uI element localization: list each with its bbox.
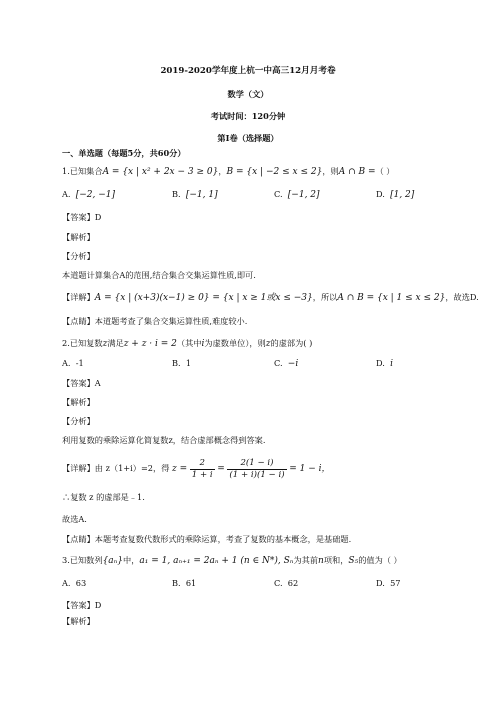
q3-option-b bbox=[172, 578, 196, 589]
q2-fraction-2-den: (1 + i)(1 − i) bbox=[229, 469, 285, 480]
q2-option-d-value: i bbox=[390, 359, 393, 369]
q2-option-d-label: D. bbox=[376, 358, 385, 368]
q1-fenxi-text: 本道题计算集合A的范围,结合集合交集运算性质,即可. bbox=[62, 270, 256, 280]
q2-paren1: （其中 bbox=[176, 338, 202, 348]
q2-therefore: ∴复数 z 的虚部是﹣1. bbox=[62, 492, 145, 502]
q2-stem-mid: 满足 bbox=[107, 338, 124, 348]
q3-s5: S₅ bbox=[348, 556, 359, 566]
q3-stem bbox=[62, 555, 402, 567]
q1-option-d-label: D. bbox=[376, 189, 385, 199]
q3-condition: a₁ = 1, aₙ₊₁ = 2aₙ + 1 (n ∈ N*), Sₙ bbox=[139, 556, 294, 566]
q2-detail bbox=[62, 456, 330, 482]
q3-option-d bbox=[376, 578, 401, 589]
q2-option-c-value: −i bbox=[287, 359, 299, 369]
q3-option-a bbox=[62, 578, 86, 589]
q1-option-c-label: C. bbox=[274, 189, 283, 199]
q2-option-a-label: A. bbox=[62, 358, 71, 368]
q2-option-b-label: B. bbox=[172, 358, 181, 368]
q1-option-c bbox=[274, 189, 320, 201]
q1-comment: 【点睛】本道题考查了集合交集运算性质,难度较小. bbox=[62, 316, 248, 326]
exam-time: 考试时间：120分钟 bbox=[210, 111, 286, 121]
q2-option-b bbox=[172, 358, 191, 369]
q2-comment: 【点睛】本题考查复数代数形式的乘除运算，考查了复数的基本概念，是基础题. bbox=[62, 534, 352, 544]
q3-option-c-value: 62 bbox=[287, 578, 299, 588]
q3-option-d-value: 57 bbox=[390, 578, 401, 588]
subject-title: 数学（文） bbox=[227, 89, 269, 99]
q3-post3: 的值为（ ） bbox=[358, 555, 402, 565]
q1-option-a-value: [−2, −1] bbox=[75, 190, 116, 200]
q2-post: 的虚部为( ) bbox=[270, 338, 313, 348]
q3-post1: 为其前 bbox=[293, 555, 319, 565]
q2-z2: z bbox=[265, 339, 271, 349]
q3-post2: 项和， bbox=[323, 555, 349, 565]
q1-stem-pre: 1.已知集合 bbox=[62, 166, 103, 176]
q2-analysis: 【解析】 bbox=[62, 397, 95, 407]
q1-detail-math2: A ∩ B = {x | 1 ≤ x ≤ 2} bbox=[337, 293, 446, 303]
q2-fraction-1-den: 1 + i bbox=[191, 469, 213, 480]
q1-detail-label: 【详解】 bbox=[62, 292, 95, 302]
q2-detail-eq1: z（1+i）=2，得 bbox=[105, 463, 170, 473]
q2-detail-result: = 1 − i， bbox=[289, 464, 331, 474]
volume-title: 第I卷（选择题） bbox=[217, 133, 279, 143]
q1-analysis: 【解析】 bbox=[62, 232, 95, 242]
q2-z: z bbox=[102, 339, 108, 349]
q1-option-d-value: [1, 2] bbox=[390, 190, 415, 200]
q1-option-c-value: [−1, 2] bbox=[287, 190, 320, 200]
q2-choose: 故选A. bbox=[62, 514, 87, 524]
q2-option-d bbox=[376, 358, 393, 370]
q1-post: ，则 bbox=[322, 166, 339, 176]
q3-answer: 【答案】D bbox=[62, 600, 102, 610]
q2-stem bbox=[62, 338, 312, 350]
q2-equation: z + z · i = 2 bbox=[123, 339, 177, 349]
q1-detail-end: ，故选D. bbox=[445, 292, 479, 302]
q1-sep: ， bbox=[218, 166, 227, 176]
q2-i: i bbox=[201, 339, 205, 349]
q3-option-d-label: D. bbox=[376, 578, 385, 588]
q2-fraction-2 bbox=[227, 458, 286, 481]
q3-option-b-value: 61 bbox=[185, 578, 197, 588]
q2-option-a bbox=[62, 358, 84, 369]
q2-fraction-1 bbox=[190, 458, 215, 481]
exam-title: 2019-2020学年度上杭一中高三12月月考卷 bbox=[160, 66, 336, 76]
q1-answer: 【答案】D bbox=[62, 212, 102, 222]
q1-option-b-value: [−1, 1] bbox=[185, 190, 218, 200]
q1-option-a bbox=[62, 189, 115, 201]
q1-option-b bbox=[172, 189, 218, 201]
q1-detail-math: A = {x | (x+3)(x−1) ≥ 0} = {x | x ≥ 1或x ≤ −3} bbox=[94, 293, 313, 303]
q2-option-b-value: 1 bbox=[185, 358, 192, 368]
q2-option-c-label: C. bbox=[274, 358, 283, 368]
q2-fraction-1-num: 2 bbox=[190, 458, 215, 470]
q1-detail-mid: ，所以 bbox=[312, 292, 338, 302]
q1-detail bbox=[62, 292, 479, 304]
q2-fenxi: 【分析】 bbox=[62, 416, 95, 426]
q3-stem-pre: 3.已知数列 bbox=[62, 555, 103, 565]
q2-fraction-2-num: 2(1 − i) bbox=[227, 458, 286, 470]
q2-paren2: 为虚数单位），则 bbox=[204, 338, 266, 348]
q1-set-a: A = {x | x² + 2x − 3 ≥ 0} bbox=[102, 167, 219, 177]
q2-detail-label: 【详解】由 bbox=[62, 463, 103, 473]
q3-option-c bbox=[274, 578, 298, 589]
q3-option-b-label: B. bbox=[172, 578, 181, 588]
q2-detail-z: z = bbox=[172, 464, 188, 474]
q3-analysis: 【解析】 bbox=[62, 616, 95, 626]
q3-option-c-label: C. bbox=[274, 578, 283, 588]
q2-answer: 【答案】A bbox=[62, 378, 101, 388]
q3-stem-mid: 中， bbox=[123, 555, 140, 565]
q2-stem-pre: 2.已知复数 bbox=[62, 338, 103, 348]
q1-paren: （ ） bbox=[375, 166, 395, 176]
q1-option-d bbox=[376, 189, 414, 201]
q1-fenxi: 【分析】 bbox=[62, 251, 95, 261]
q2-option-a-value: -1 bbox=[75, 358, 84, 368]
q3-option-a-label: A. bbox=[62, 578, 71, 588]
q1-expr: A ∩ B = bbox=[338, 167, 376, 177]
q2-fenxi-text: 利用复数的乘除运算化简复数z，结合虚部概念得到答案. bbox=[62, 435, 266, 445]
q1-option-b-label: B. bbox=[172, 189, 181, 199]
q2-equals: = bbox=[217, 464, 225, 474]
q1-set-b: B = {x | −2 ≤ x ≤ 2} bbox=[226, 167, 323, 177]
q2-option-c bbox=[274, 358, 298, 370]
q1-option-a-label: A. bbox=[62, 189, 71, 199]
q3-n: n bbox=[318, 556, 324, 566]
section-heading: 一、单选题（每题5分，共60分） bbox=[62, 148, 186, 158]
q1-stem bbox=[62, 166, 394, 178]
q3-option-a-value: 63 bbox=[75, 578, 87, 588]
q3-seq: {aₙ} bbox=[102, 556, 124, 566]
